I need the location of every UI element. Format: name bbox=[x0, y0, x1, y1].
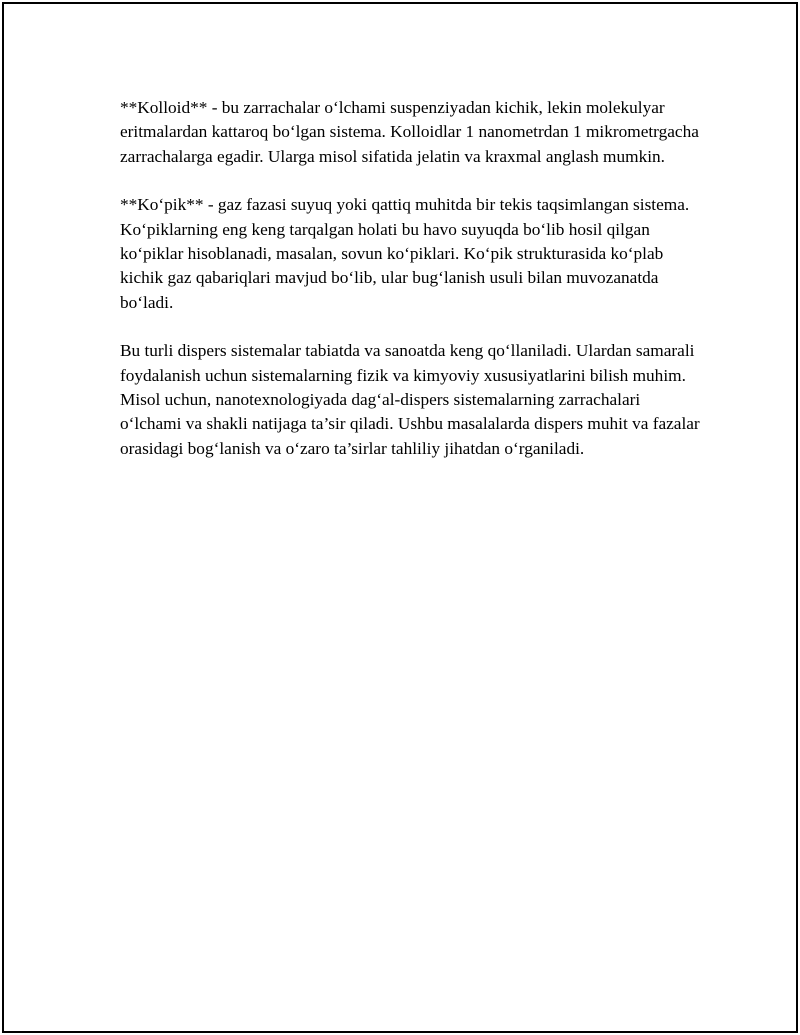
paragraph-kopik: **Ko‘pik** - gaz fazasi suyuq yoki qattiq muhitda bir tekis taqsimlangan sistema. Ko‘piklarning eng keng tarqalgan holati bu havo suyuqda bo‘lib hosil qilgan ko‘piklar hisoblanadi, masalan, sovun ko‘piklari. Ko‘pik strukturasida ko‘plab kichik gaz qabariqlari mavjud bo‘lib, ular bug‘lanish usuli bilan muvozanatda bo‘ladi. bbox=[120, 195, 690, 312]
paragraph-kolloid: **Kolloid** - bu zarrachalar o‘lchami suspenziyadan kichik, lekin molekulyar eritmalardan kattaroq bo‘lgan sistema. Kolloidlar 1 nanometrdan 1 mikrometrgacha zarrachalarga egadir. Ularga misol sifatida jelatin va kraxmal anglash mumkin. bbox=[120, 98, 699, 166]
document-page bbox=[2, 2, 798, 1033]
paragraph-dispers-sistemalar: Bu turli dispers sistemalar tabiatda va sanoatda keng qo‘llaniladi. Ulardan samarali foydalanish uchun sistemalarning fizik va kimyoviy xususiyatlarini bilish muhim. Misol uchun, nanotexnologiyada dag‘al-dispers sistemalarning zarrachalari o‘lchami va shakli natijaga ta’sir qiladi. Ushbu masalalarda dispers muhit va fazalar orasidagi bog‘lanish va o‘zaro ta’sirlar tahliliy jihatdan o‘rganiladi. bbox=[120, 341, 700, 458]
document-body bbox=[120, 96, 700, 485]
